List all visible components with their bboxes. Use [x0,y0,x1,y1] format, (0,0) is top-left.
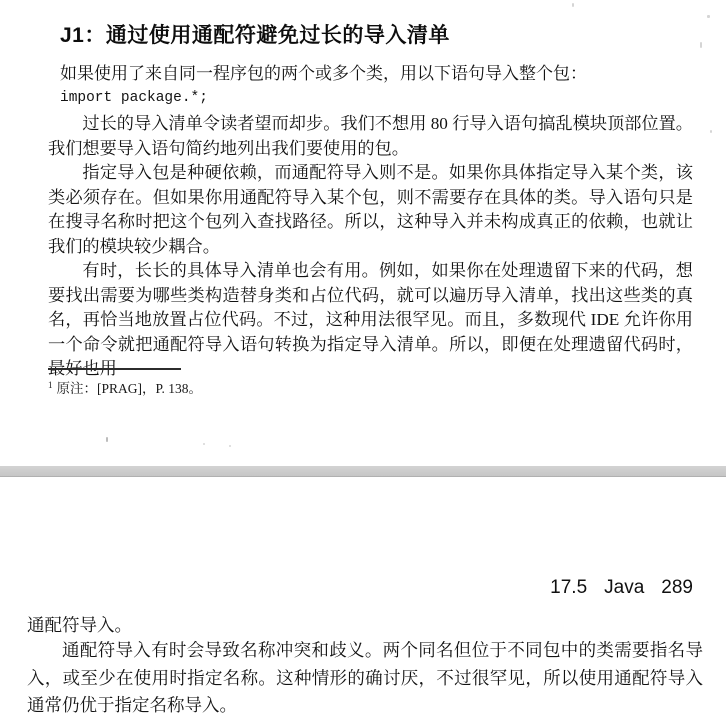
paragraph: 有时，长长的具体导入清单也会有用。例如，如果你在处理遗留下来的代码，想要找出需要为哪些类构造替身类和占位代码，就可以遍历导入清单，找出这些类的真名，再恰当地放置占位代码。不过，这种用法很罕见。而且，多数现代 IDE 允许你用一个命令就把通配符导入语句转换为指定导入清单。所以，即便在处理遗留代码时，最好也用 [48,261,693,378]
scan-noise-speck [106,437,108,442]
running-header-page-number: 289 [661,577,693,598]
code-line: import package.*; [60,90,208,106]
body-paragraphs [48,112,693,382]
scan-noise-speck [707,15,710,18]
scan-noise-speck [700,42,702,48]
footnote-text: 原注：[PRAG]，P. 138。 [56,381,203,396]
scan-noise-speck [203,443,205,445]
page-scan-divider [0,466,726,477]
paragraph: 通配符导入有时会导致名称冲突和歧义。两个同名但位于不同包中的类需要指名导入，或至少在使用时指定名称。这种情形的确讨厌，不过很罕见，所以使用通配符导入通常仍优于指定名称导入。 [27,640,703,715]
running-header [550,577,693,599]
paragraph: 指定导入包是种硬依赖，而通配符导入则不是。如果你具体指定导入某个类，该类必须存在。但如果你用通配符导入某个包，则不需要存在具体的类。导入语句只是在搜寻名称时把这个包列入查找路径。所以，这种导入并未构成真正的依赖，也就让我们的模块较少耦合。 [48,163,693,256]
footnote [48,377,202,397]
section-heading: J1：通过使用通配符避免过长的导入清单 [60,24,450,47]
footnote-marker: 1 [48,379,53,390]
footnote-divider [48,368,181,370]
running-header-section: 17.5 [550,577,588,598]
scan-noise-speck [710,130,712,133]
intro-paragraph: 如果使用了来自同一程序包的两个或多个类，用以下语句导入整个包： [60,64,587,83]
continuation-line: 通配符导入。 [27,615,132,635]
running-header-chapter: Java [604,577,645,598]
scan-noise-speck [229,445,231,447]
paragraph: 过长的导入清单令读者望而却步。我们不想用 80 行导入语句搞乱模块顶部位置。我们想要导入语句简约地列出我们要使用的包。 [48,114,693,158]
scan-noise-speck [572,3,574,7]
